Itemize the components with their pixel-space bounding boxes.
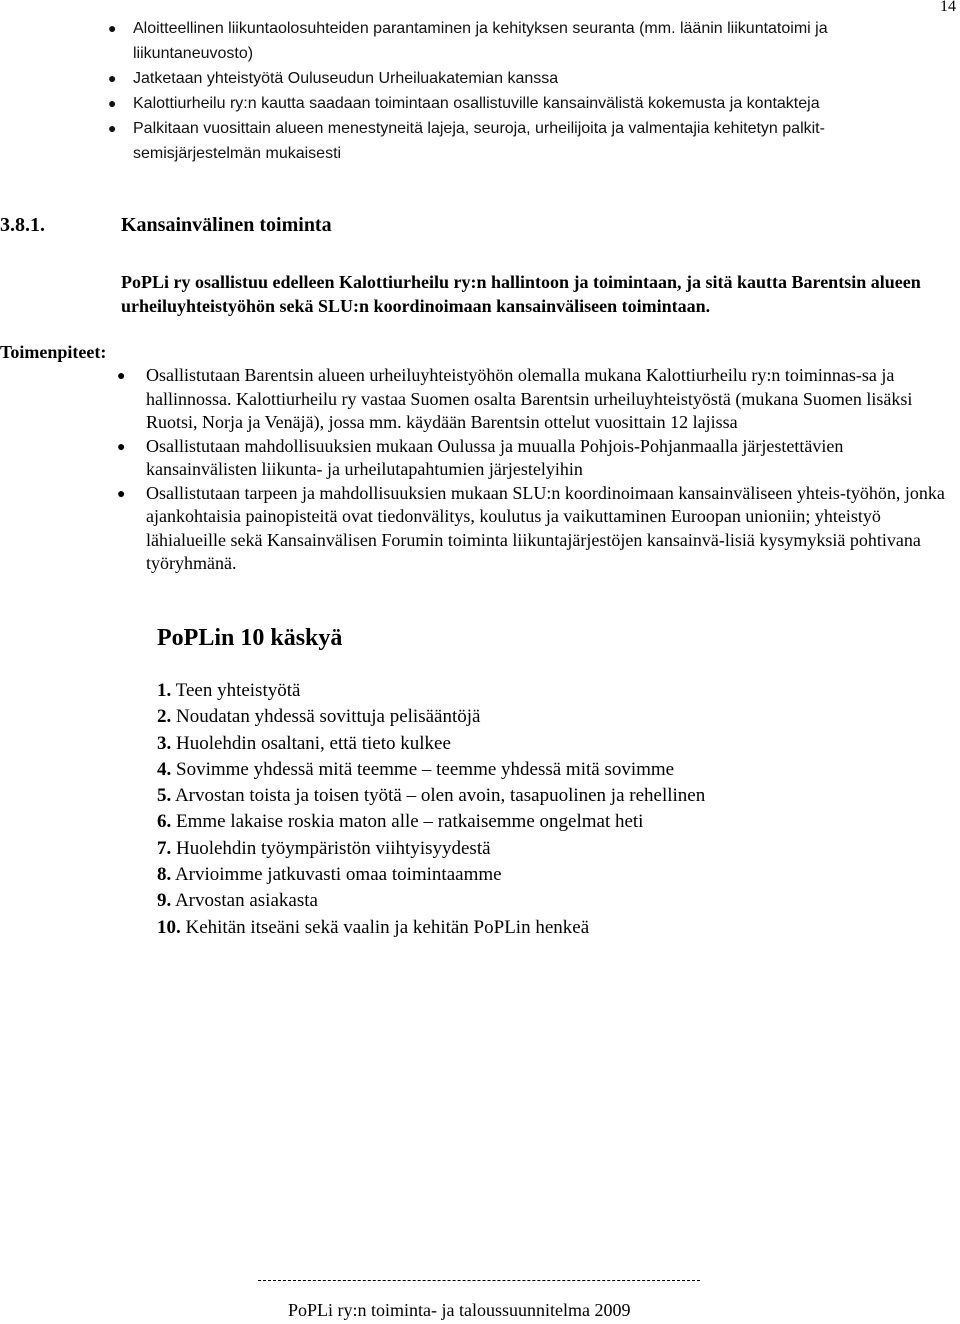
list-item (157, 678, 705, 704)
item-text: Sovimme yhdessä mitä teemme – teemme yhdessä mitä sovimme (176, 758, 675, 780)
list-item-text: Palkitaan vuosittain alueen menestyneitä lajeja, seuroja, urheilijoita ja valmentajia kehitetyn palkit-semisjärjestelmän mukaisesti (133, 120, 825, 162)
section-title: Kansainvälinen toiminta (121, 214, 332, 236)
list-item (157, 704, 705, 730)
item-number: 3. (157, 732, 172, 754)
list-item (0, 16, 950, 66)
list-item (157, 862, 705, 888)
list-item (0, 482, 955, 576)
item-text: Emme lakaise roskia maton alle – ratkaisemme ongelmat heti (176, 811, 644, 833)
item-number: 6. (157, 811, 172, 833)
list-item-text: Osallistutaan Barentsin alueen urheiluyhteistyöhön olemalla mukana Kalottiurheilu ry:n toiminnas-sa ja hallinnossa. Kalottiurheilu ry vastaa Suomen osalta Barentsin urheiluyhteistyöstä (mukana Suomen lisäksi Ruotsi, Norja ja Venäjä), jossa mm. käydään Barentsin ottelut vuosittain 12 lajissa (146, 365, 913, 432)
list-item-text: Jatketaan yhteistyötä Ouluseudun Urheiluakatemian kanssa (133, 70, 559, 87)
item-text: Kehitän itseäni sekä vaalin ja kehitän PoPLin henkeä (185, 916, 590, 938)
bullet-icon: ● (108, 95, 117, 111)
section-heading (0, 214, 900, 237)
item-number: 7. (157, 837, 172, 859)
item-number: 1. (157, 680, 172, 701)
item-text: Teen yhteistyötä (175, 680, 301, 701)
footer-divider (258, 1280, 700, 1281)
section-intro: PoPLi ry osallistuu edelleen Kalottiurheilu ry:n hallintoon ja toimintaan, ja sitä kautta Barentsin alueen urheiluyhteistyöhön sekä SLU:n koordinoimaan kansainväliseen toimintaan. (121, 272, 921, 316)
item-text: Noudatan yhdessä sovittuja pelisääntöjä (176, 706, 481, 728)
list-item (157, 731, 705, 757)
bullet-icon: ● (108, 20, 117, 36)
list-item (0, 91, 950, 116)
list-item-text: Osallistutaan tarpeen ja mahdollisuuksien mukaan SLU:n koordinoimaan kansainväliseen yhteis-työhön, jonka ajankohtaisia painopisteitä ovat tiedonvälitys, koulutus ja vaikuttaminen Euroopan unioniin; yhteistyö lähialueille sekä Kansainvälisen Forumin toiminta liikuntajärjestöjen kansainvä-lisiä kysymyksiä pohtivana työryhmänä. (146, 482, 945, 573)
commands-list (157, 678, 705, 941)
bullet-icon: ● (117, 439, 126, 455)
list-item-text: Aloitteellinen liikuntaolosuhteiden parantaminen ja kehityksen seuranta (mm. läänin liikuntatoimi ja liikuntaneuvosto) (133, 20, 828, 62)
item-text: Arvioimme jatkuvasti omaa toimintaamme (174, 864, 502, 886)
page-number: 14 (940, 0, 956, 15)
item-text: Huolehdin osaltani, että tieto kulkee (176, 732, 451, 754)
section-number: 3.8.1. (0, 214, 45, 236)
item-text: Arvostan asiakasta (174, 890, 318, 912)
item-number: 5. (157, 785, 172, 807)
list-item (157, 836, 705, 862)
bullet-icon: ● (108, 70, 117, 86)
measures-label: Toimenpiteet: (0, 342, 107, 362)
top-bullet-list (0, 16, 950, 166)
list-item (157, 915, 705, 941)
item-number: 10. (157, 916, 181, 938)
bullet-icon: ● (117, 369, 126, 384)
item-text: Huolehdin työympäristön viihtyisyydestä (176, 837, 491, 859)
list-item (157, 888, 705, 914)
list-item (0, 364, 955, 435)
item-number: 2. (157, 706, 172, 728)
list-item-text: Osallistutaan mahdollisuuksien mukaan Oulussa ja muualla Pohjois-Pohjanmaalla järjestettävien kansainvälisten liikunta- ja urheilutapahtumien järjestelyihin (146, 435, 844, 479)
item-number: 8. (157, 864, 172, 886)
list-item (157, 757, 705, 783)
list-item (157, 783, 705, 809)
measures-list (0, 364, 955, 576)
item-number: 9. (157, 890, 172, 912)
list-item (0, 116, 950, 166)
commands-title: PoPLin 10 käskyä (157, 625, 343, 651)
list-item (0, 66, 950, 91)
bullet-icon: ● (117, 486, 126, 502)
bullet-icon: ● (108, 120, 117, 136)
item-text: Arvostan toista ja toisen työtä – olen avoin, tasapuolinen ja rehellinen (174, 785, 706, 807)
item-number: 4. (157, 758, 172, 780)
list-item (0, 435, 955, 482)
footer-text: PoPLi ry:n toiminta- ja taloussuunnitelma 2009 (288, 1300, 631, 1320)
list-item-text: Kalottiurheilu ry:n kautta saadaan toimintaan osallistuville kansainvälistä kokemusta ja kontakteja (133, 95, 820, 112)
list-item (157, 809, 705, 835)
